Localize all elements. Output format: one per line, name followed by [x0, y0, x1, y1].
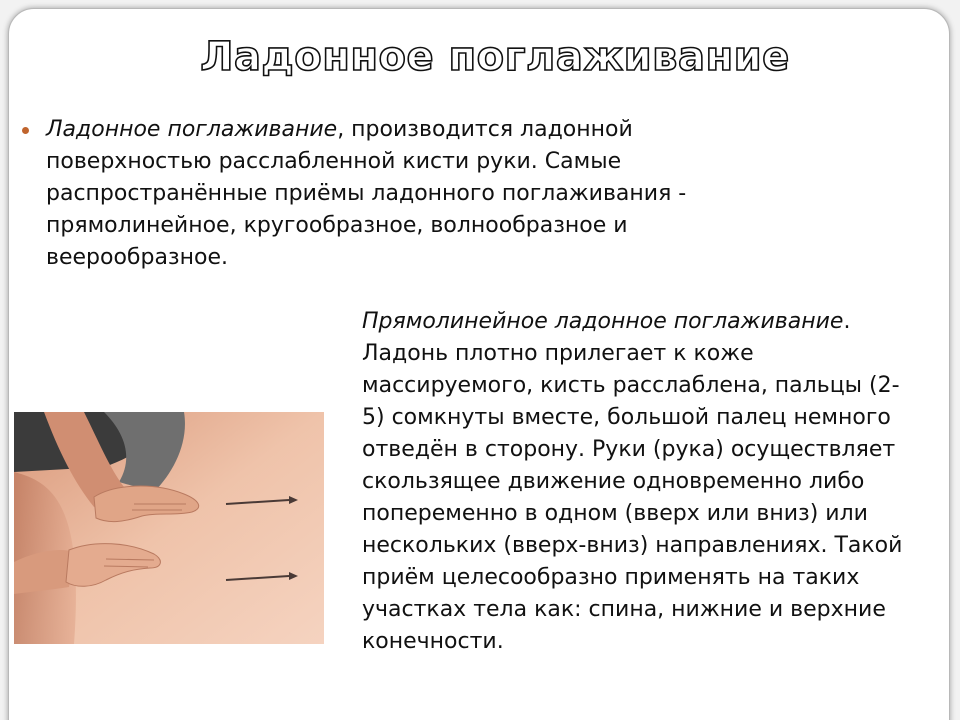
bullet-term: Ладонное поглаживание [46, 117, 338, 142]
bullet-paragraph [46, 114, 782, 274]
bullet-item [22, 114, 782, 274]
slide-title: Ладонное поглаживание [200, 34, 790, 80]
technique-description [362, 306, 922, 658]
massage-photo-icon [14, 412, 324, 644]
technique-text: . Ладонь плотно прилегает к коже массируемого, кисть расслаблена, пальцы (2-5) сомкнуты вместе, большой палец немного отведён в сторону. Руки (рука) осуществляет скользящее движение одновременно либо попеременно в одном (вверх или вниз) или нескольких (вверх-вниз) направлениях. Такой приём целесообразно применять на таких участках тела как: спина, нижние и верхние конечности. [362, 309, 903, 654]
bullet-text: , производится ладонной поверхностью расслабленной кисти руки. Самые распространённые приёмы ладонного поглаживания - прямолинейное, кругообразное, волнообразное и веерообразное. [46, 117, 687, 270]
bullet-dot-icon [22, 127, 29, 134]
technique-term: Прямолинейное ладонное поглаживание [362, 309, 844, 334]
